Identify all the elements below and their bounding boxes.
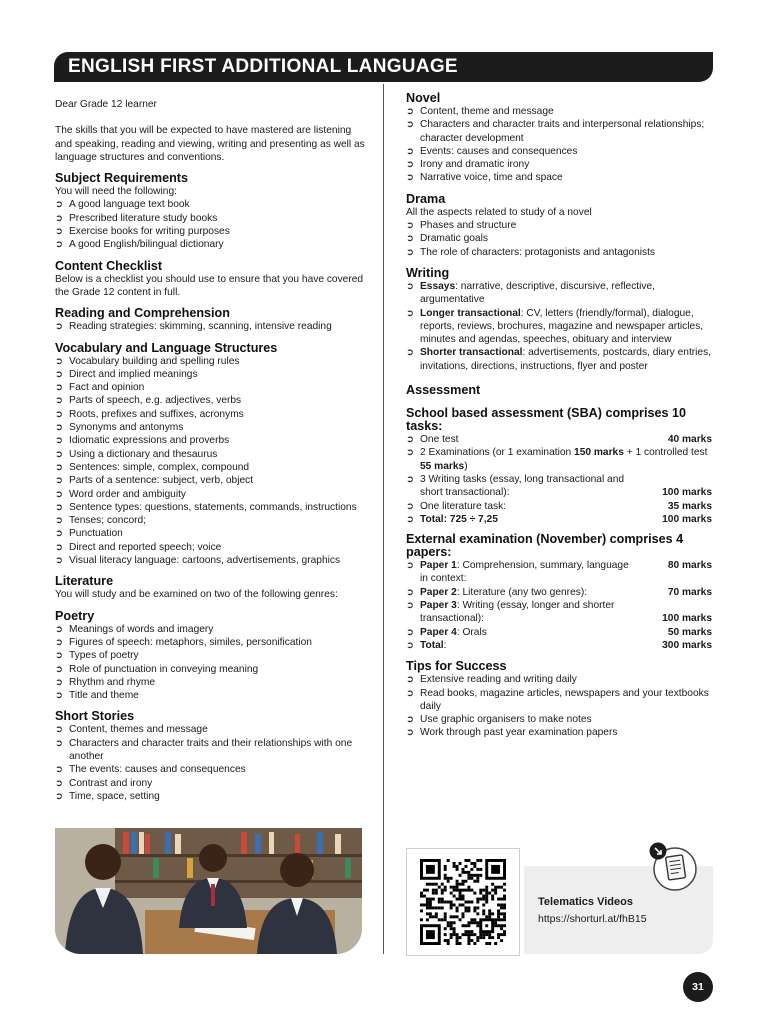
item-text: ➲ One test <box>420 434 459 446</box>
list-item: ➲ Meanings of words and imagery <box>55 623 365 636</box>
title-banner <box>54 52 713 82</box>
item-label: Total <box>420 639 444 651</box>
list-item: ➲ Sentences: simple, complex, compound <box>55 461 365 474</box>
list-item: ➲ Roots, prefixes and suffixes, acronyms <box>55 408 365 421</box>
list-item: ➲ Narrative voice, time and space <box>406 171 712 184</box>
papers-list <box>406 559 712 652</box>
item-text: ➲ 3 Writing tasks (essay, long transactional and short transactional): <box>420 473 625 499</box>
list-item <box>406 599 712 626</box>
list-item: ➲ Exercise books for writing purposes <box>55 225 365 238</box>
list-item: ➲ Rhythm and rhyme <box>55 676 365 689</box>
reading-heading: Reading and Comprehension <box>55 306 230 321</box>
item-text: ➲ One literature task: <box>420 500 507 512</box>
list-item: ➲ Fact and opinion <box>55 381 365 394</box>
item-marks: 80 marks <box>667 560 712 572</box>
item-label: Paper 1 <box>420 560 457 572</box>
literature-text: You will study and be examined on two of the following genres: <box>55 589 338 601</box>
list-item <box>406 559 712 586</box>
list-item: ➲ A good language text book <box>55 198 365 211</box>
list-item: ➲ Parts of a sentence: subject, verb, object <box>55 474 365 487</box>
list-item: ➲ Punctuation <box>55 527 365 540</box>
reading-list <box>55 320 365 333</box>
item-marks: 35 marks <box>667 500 712 512</box>
item-marks: 70 marks <box>667 586 712 598</box>
list-item <box>406 513 712 526</box>
column-divider <box>383 84 384 954</box>
list-item: ➲ Vocabulary building and spelling rules <box>55 355 365 368</box>
poetry-heading: Poetry <box>55 608 95 623</box>
drama-list <box>406 219 712 259</box>
writing-heading: Writing <box>406 265 450 280</box>
item-marks: 50 marks <box>667 626 712 638</box>
list-item: ➲ Extensive reading and writing daily <box>406 673 712 686</box>
tips-heading: Tips for Success <box>406 659 507 674</box>
list-item <box>406 500 712 513</box>
list-item <box>406 433 712 446</box>
item-text: : narrative, descriptive, discursive, reflective, argumentative <box>420 280 655 306</box>
item-marks: 300 marks <box>662 639 712 651</box>
item-marks: 100 marks <box>662 513 712 525</box>
tips-list <box>406 673 712 739</box>
list-item <box>406 280 712 307</box>
item-text: : advertisements, postcards, diary entries, invitations, directions, instructions, flyer and poster <box>420 347 712 372</box>
list-item: ➲ Types of poetry <box>55 649 365 662</box>
item-text: : <box>443 639 447 651</box>
item-label: Paper 3 <box>420 600 457 612</box>
short-stories-heading: Short Stories <box>55 709 135 724</box>
item-text: + 1 controlled test <box>623 447 708 459</box>
item-label: Paper 2 <box>420 586 457 598</box>
list-item <box>406 446 712 473</box>
sba-list <box>406 433 712 526</box>
item-text: 2 Examinations (or 1 examination <box>420 447 575 459</box>
list-item: ➲ Synonyms and antonyms <box>55 421 365 434</box>
list-item: ➲ Events: causes and consequences <box>406 145 712 158</box>
list-item <box>406 473 712 500</box>
list-item <box>406 626 712 639</box>
learners-photo <box>55 828 362 954</box>
item-label: Paper 4 <box>420 626 457 638</box>
right-column <box>406 91 712 740</box>
learners-photo-illustration <box>55 828 362 954</box>
item-label: Total <box>420 513 444 525</box>
item-text: : Literature (any two genres): <box>456 586 588 598</box>
novel-heading: Novel <box>406 91 441 105</box>
list-item <box>406 307 712 347</box>
content-checklist-text: Below is a checklist you should use to ensure that you have covered the Grade 12 content in full. <box>55 273 364 298</box>
item-marks: 150 marks <box>574 447 624 459</box>
item-label: Essays <box>420 280 456 292</box>
list-item <box>406 346 712 373</box>
item-marks: 40 marks <box>667 434 712 446</box>
list-item: ➲ Characters and character traits and their relationships with one another <box>55 737 365 764</box>
telematics-title: Telematics Videos <box>538 896 633 908</box>
poetry-list <box>55 623 365 703</box>
writing-list <box>406 280 712 373</box>
short-stories-list <box>55 723 365 803</box>
list-item: ➲ Role of punctuation in conveying meaning <box>55 663 365 676</box>
list-item: ➲ Sentence types: questions, statements, commands, instructions <box>55 501 365 514</box>
list-item: ➲ A good English/bilingual dictionary <box>55 238 365 251</box>
list-item <box>406 639 712 652</box>
item-marks: 55 marks <box>420 460 465 472</box>
qr-code[interactable] <box>406 848 520 956</box>
list-item: ➲ Irony and dramatic irony <box>406 158 712 171</box>
subject-requirements-list <box>55 198 365 251</box>
subject-requirements-heading: Subject Requirements <box>55 171 188 186</box>
list-item: ➲ Direct and implied meanings <box>55 368 365 381</box>
list-item: ➲ Dramatic goals <box>406 232 712 245</box>
list-item: ➲ Visual literacy language: cartoons, advertisements, graphics <box>55 554 365 567</box>
left-column <box>55 98 365 803</box>
item-text: : CV, letters (friendly/formal), dialogue, reports, reviews, brochures, magazine and newspaper articles, minutes and agendas, speeches, obituary and interview <box>420 307 704 346</box>
list-item: ➲ Phases and structure <box>406 219 712 232</box>
list-item: ➲ The role of characters: protagonists and antagonists <box>406 246 712 259</box>
qr-code-icon <box>420 859 506 945</box>
list-item: ➲ Reading strategies: skimming, scanning, intensive reading <box>55 320 365 333</box>
list-item: ➲ Direct and reported speech; voice <box>55 541 365 554</box>
drama-intro: All the aspects related to study of a novel <box>406 206 592 218</box>
page-number: 31 <box>683 972 713 1002</box>
list-item: ➲ Time, space, setting <box>55 790 365 803</box>
video-document-icon <box>648 841 698 891</box>
page-title: ENGLISH FIRST ADDITIONAL LANGUAGE <box>68 56 458 77</box>
literature-heading: Literature <box>55 574 114 589</box>
list-item: ➲ Word order and ambiguity <box>55 488 365 501</box>
list-item: ➲ Idiomatic expressions and proverbs <box>55 434 365 447</box>
external-exam-heading: External examination (November) comprises 4 papers: <box>406 532 684 560</box>
item-text: ) <box>464 460 468 472</box>
list-item: ➲ Prescribed literature study books <box>55 212 365 225</box>
list-item: ➲ Read books, magazine articles, newspapers and your textbooks daily <box>406 687 712 714</box>
list-item <box>406 586 712 599</box>
list-item: ➲ Content, themes and message <box>55 723 365 736</box>
list-item: ➲ Parts of speech, e.g. adjectives, verbs <box>55 394 365 407</box>
list-item: ➲ Contrast and irony <box>55 777 365 790</box>
novel-list <box>406 105 712 185</box>
item-text: : Orals <box>456 626 487 638</box>
item-marks: 100 marks <box>662 613 712 625</box>
list-item: ➲ Use graphic organisers to make notes <box>406 713 712 726</box>
item-text: : Writing (essay, longer and shorter transactional): <box>420 600 615 625</box>
content-checklist-heading: Content Checklist <box>55 258 163 273</box>
list-item: ➲ Tenses; concord; <box>55 514 365 527</box>
item-label: Longer transactional <box>420 307 521 319</box>
list-item: ➲ Title and theme <box>55 689 365 702</box>
sba-heading: School based assessment (SBA) comprises 10 tasks: <box>406 406 686 434</box>
list-item: ➲ Using a dictionary and thesaurus <box>55 448 365 461</box>
item-text: : Comprehension, summary, language in context: <box>420 560 629 585</box>
list-item: ➲ Work through past year examination papers <box>406 726 712 739</box>
vocabulary-heading: Vocabulary and Language Structures <box>55 340 278 355</box>
intro-text: The skills that you will be expected to have mastered are listening and speaking, reading and viewing, writing and presenting as well as language structures and conventions. <box>55 125 365 163</box>
list-item: ➲ Characters and character traits and interpersonal relationships; character development <box>406 118 712 145</box>
item-text: : 725 ÷ 7,25 <box>443 513 498 525</box>
greeting: Dear Grade 12 learner <box>55 99 157 110</box>
list-item: ➲ The events: causes and consequences <box>55 763 365 776</box>
assessment-heading: Assessment <box>406 383 481 398</box>
telematics-link[interactable]: https://shorturl.at/fhB15 <box>538 913 647 925</box>
drama-heading: Drama <box>406 191 446 206</box>
subject-requirements-intro: You will need the following: <box>55 186 177 198</box>
list-item: ➲ Content, theme and message <box>406 105 712 118</box>
item-marks: 100 marks <box>662 487 712 499</box>
list-item: ➲ Figures of speech: metaphors, similes, personification <box>55 636 365 649</box>
item-label: Shorter transactional <box>420 347 523 359</box>
vocabulary-list <box>55 355 365 568</box>
